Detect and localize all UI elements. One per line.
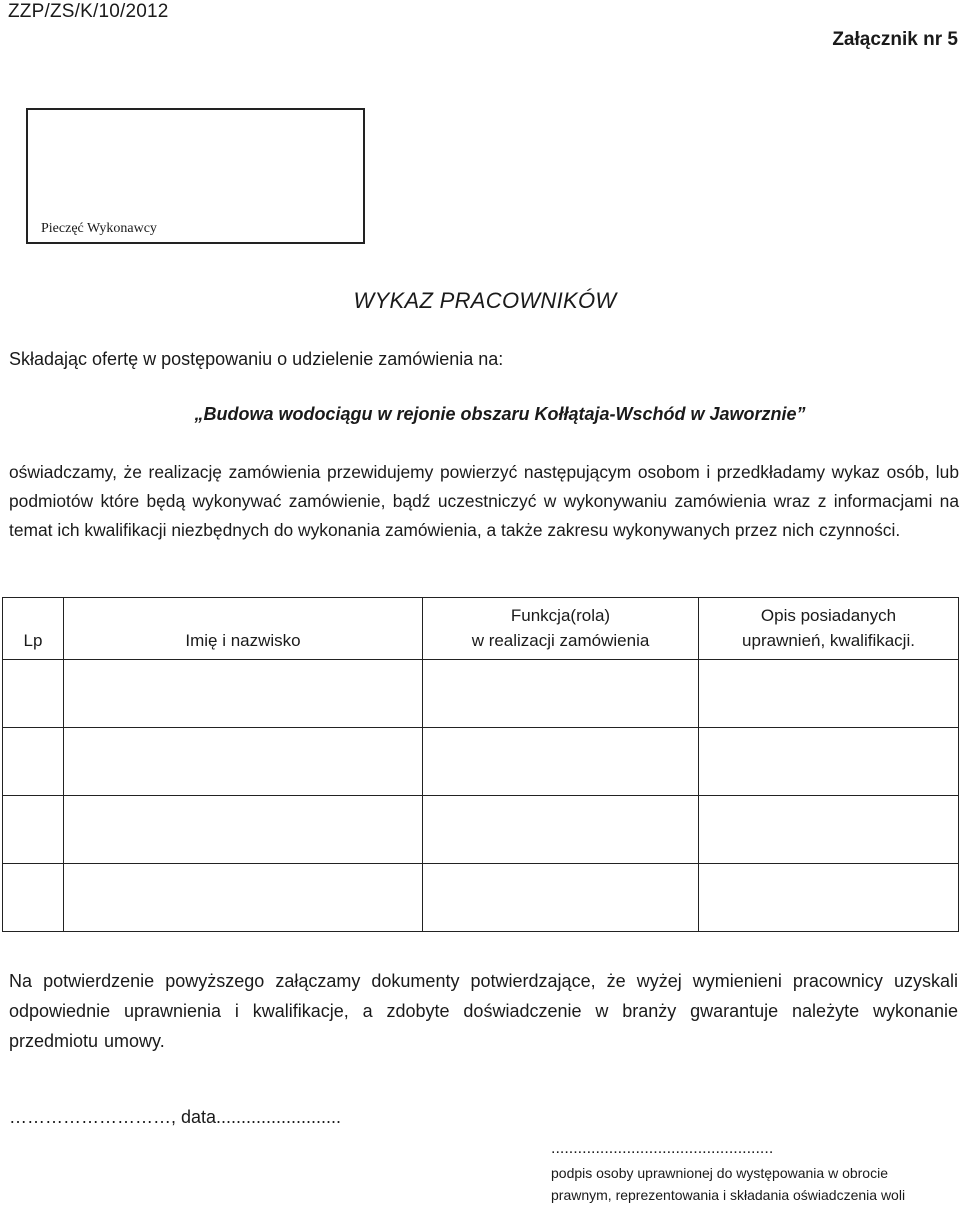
document-reference: ZZP/ZS/K/10/2012 <box>8 1 169 22</box>
signature-caption: podpis osoby uprawnionej do występowania w obrocie prawnym, reprezentowania i składania oświadczenia woli <box>551 1165 906 1203</box>
cell-lp[interactable] <box>3 660 64 728</box>
intro-text: Składając ofertę w postępowaniu o udzielenie zamówienia na: <box>9 349 504 369</box>
header-qualifications <box>699 598 959 660</box>
table-header-row <box>3 598 959 660</box>
table-row <box>3 728 959 796</box>
staff-table <box>2 597 959 932</box>
cell-name[interactable] <box>64 660 423 728</box>
cell-qualifications[interactable] <box>699 864 959 932</box>
contractor-stamp-box <box>26 108 365 244</box>
cell-role[interactable] <box>423 728 699 796</box>
cell-role[interactable] <box>423 660 699 728</box>
cell-lp[interactable] <box>3 728 64 796</box>
header-qual-line2: uprawnień, kwalifikacji. <box>742 631 915 650</box>
header-role-line1: Funkcja(rola) <box>510 606 611 625</box>
stamp-label: Pieczęć Wykonawcy <box>41 221 157 236</box>
cell-role[interactable] <box>423 864 699 932</box>
header-qual-line1: Opis posiadanych <box>760 606 897 625</box>
place-date-line: ………………………, data......................... <box>9 1107 342 1127</box>
cell-lp[interactable] <box>3 796 64 864</box>
document-title: WYKAZ PRACOWNIKÓW <box>353 288 617 313</box>
header-role <box>423 598 699 660</box>
signature-line: .................................................. <box>551 1140 774 1157</box>
cell-qualifications[interactable] <box>699 728 959 796</box>
cell-name[interactable] <box>64 864 423 932</box>
table-row <box>3 796 959 864</box>
cell-name[interactable] <box>64 796 423 864</box>
project-name: „Budowa wodociągu w rejonie obszaru Kołłątaja-Wschód w Jaworznie” <box>194 404 806 424</box>
cell-role[interactable] <box>423 796 699 864</box>
cell-qualifications[interactable] <box>699 660 959 728</box>
annex-number: Załącznik nr 5 <box>832 29 958 50</box>
cell-lp[interactable] <box>3 864 64 932</box>
header-name: Imię i nazwisko <box>64 598 423 660</box>
header-lp: Lp <box>3 598 64 660</box>
header-role-line2: w realizacji zamówienia <box>471 631 650 650</box>
table-row <box>3 864 959 932</box>
declaration-paragraph: oświadczamy, że realizację zamówienia przewidujemy powierzyć następującym osobom i przedkładamy wykaz osób, lub podmiotów które będą wykonywać zamówienie, bądź uczestniczyć w wykonywaniu zamówienia wraz z informacjami na temat ich kwalifikacji niezbędnych do wykonania zamówienia, a także zakresu wykonywanych przez nich czynności. <box>9 462 959 540</box>
cell-qualifications[interactable] <box>699 796 959 864</box>
cell-name[interactable] <box>64 728 423 796</box>
confirmation-paragraph: Na potwierdzenie powyższego załączamy dokumenty potwierdzające, że wyżej wymienieni pracownicy uzyskali odpowiednie uprawnienia i kwalifikacje, a zdobyte doświadczenie w branży gwarantuje należyte wykonanie przedmiotu umowy. <box>9 971 958 1051</box>
table-row <box>3 660 959 728</box>
